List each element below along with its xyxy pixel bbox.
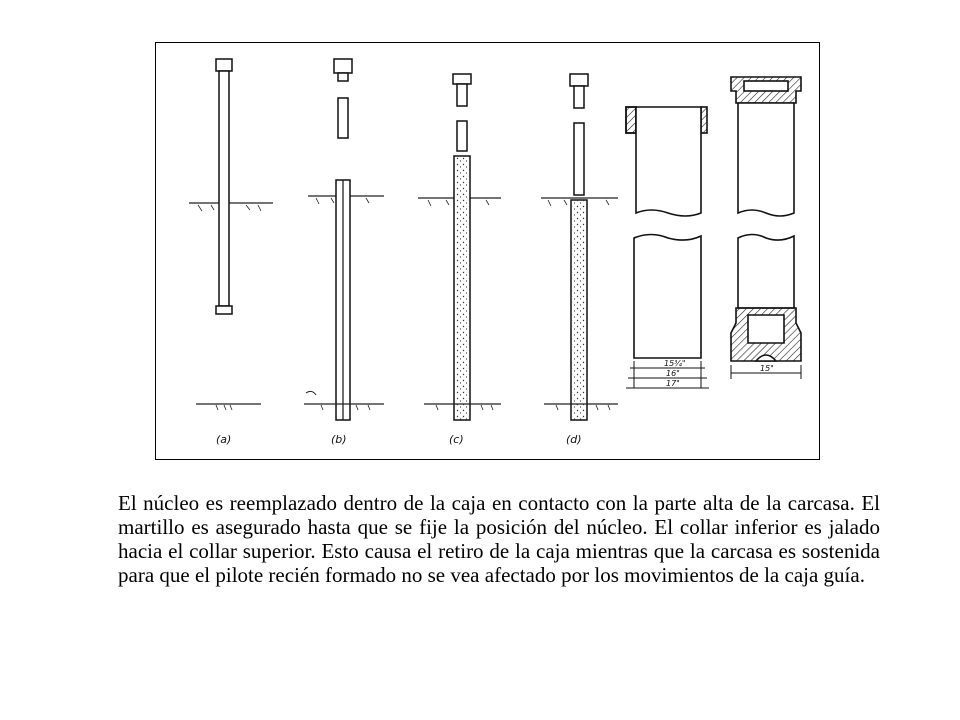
- bottom-tube-section: [634, 235, 701, 359]
- hammer-and-core: [334, 59, 352, 138]
- panel-label-d: (d): [566, 433, 582, 446]
- ground-line-upper: [189, 203, 273, 211]
- pile-diagram-figure: [155, 42, 820, 460]
- detail-guide-box: [731, 77, 801, 379]
- detail-casing-collars: [626, 107, 709, 388]
- core-mandrel: [216, 59, 232, 314]
- dimension-label-17: 17": [666, 379, 680, 388]
- hammer-and-core: [570, 74, 588, 195]
- upper-tube-section: [738, 103, 794, 216]
- panel-b: [304, 59, 384, 446]
- top-collar: [626, 107, 707, 216]
- casing-with-concrete: [571, 200, 587, 420]
- caption-paragraph: El núcleo es reemplazado dentro de la caja en contacto con la parte alta de la carcasa. El martillo es asegurado hasta que se fije la posición del núcleo. El collar inferior es jalado hacia el collar superior. Esto causa el retiro de la caja mientras que la carcasa es sostenida para que el pilote recién formado no se vea afectado por los movimientos de la caja guía.: [118, 491, 880, 587]
- ground-line-lower: [196, 404, 261, 410]
- dimension-label-15-3-4: 15¾": [664, 359, 686, 368]
- panel-label-c: (c): [449, 433, 464, 446]
- panel-label-a: (a): [216, 433, 232, 446]
- panel-a: [189, 59, 273, 446]
- dimension-label-16: 16": [666, 369, 680, 378]
- pile-diagram-svg: [156, 43, 821, 461]
- panel-label-b: (b): [331, 433, 347, 446]
- dimension-label-15: 15": [760, 364, 774, 373]
- panel-d: [541, 74, 618, 446]
- lower-tube-section: [738, 235, 794, 309]
- casing-with-concrete: [454, 156, 470, 420]
- hammer-and-core: [453, 74, 471, 151]
- panel-c: [418, 74, 501, 446]
- bottom-shoe: [731, 308, 801, 361]
- top-cap: [731, 77, 801, 103]
- casing-tube: [336, 180, 350, 420]
